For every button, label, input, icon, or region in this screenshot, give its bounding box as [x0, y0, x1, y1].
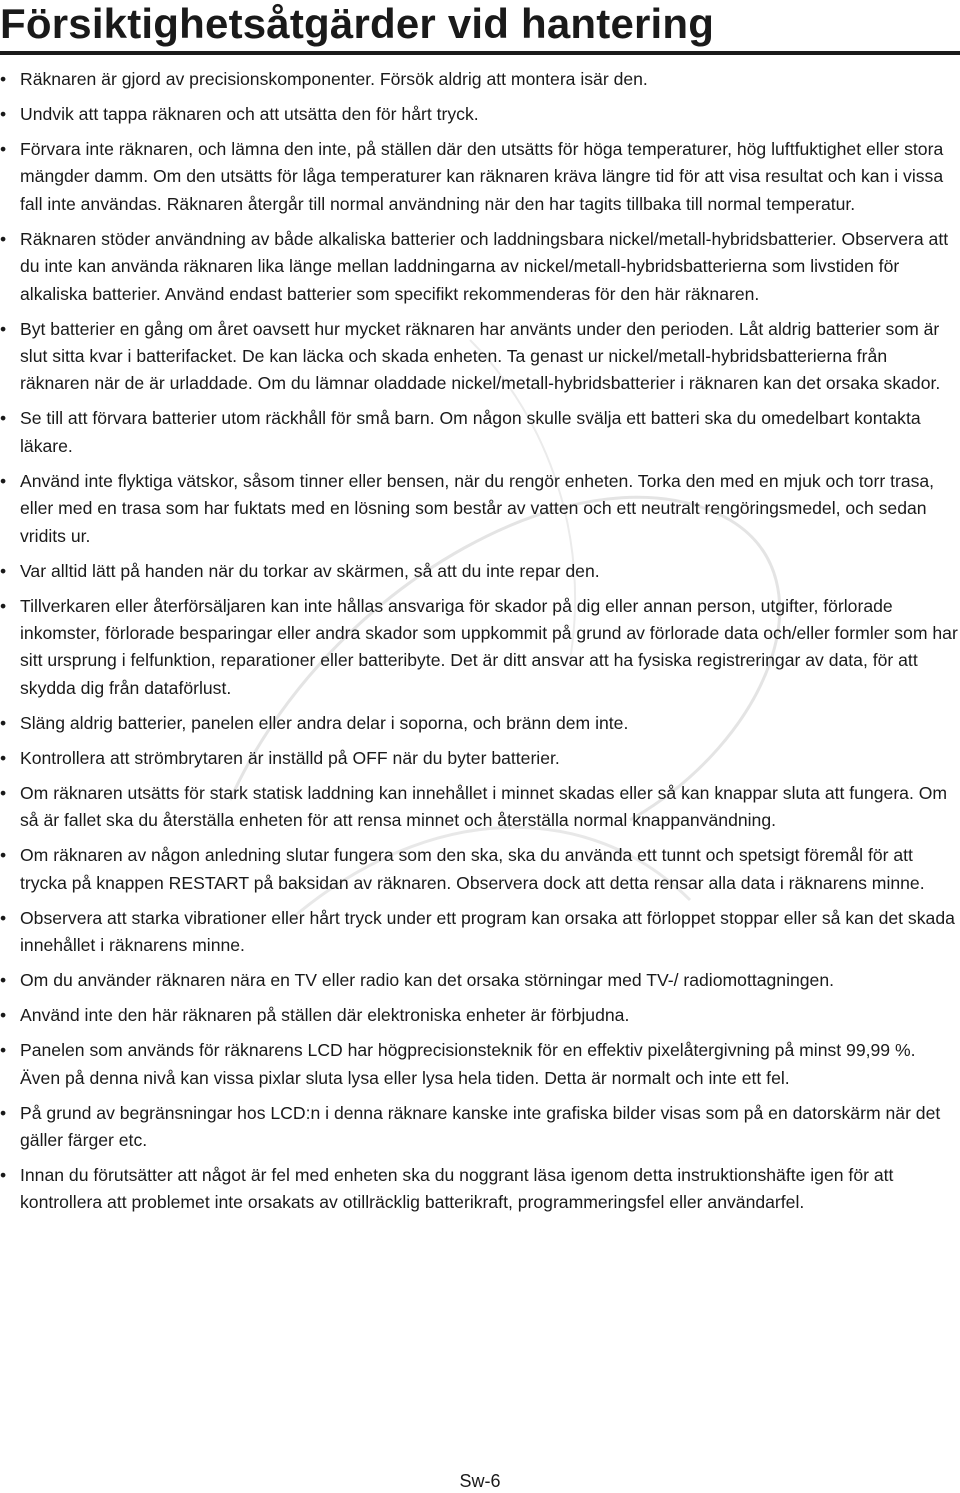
page-title: Försiktighetsåtgärder vid hantering [0, 0, 715, 47]
list-item [0, 316, 960, 398]
bullet-icon: • [0, 970, 7, 991]
list-item [0, 745, 960, 772]
list-item [0, 1002, 960, 1029]
list-item [0, 558, 960, 585]
list-item-text: Undvik att tappa räknaren och att utsätta den för hårt tryck. [20, 104, 479, 124]
bullet-icon: • [0, 408, 7, 429]
title-rule [0, 51, 960, 55]
list-item-text: Se till att förvara batterier utom räckhåll för små barn. Om någon skulle svälja ett batteri ska du omedelbart kontakta läkare. [20, 408, 921, 456]
list-item-text: Observera att starka vibrationer eller hårt tryck under ett program kan orsaka att förloppet stoppar eller så kan det skada innehållet i räknarens minne. [20, 907, 955, 956]
list-item-text: Var alltid lätt på handen när du torkar av skärmen, så att du inte repar den. [20, 560, 600, 581]
list-item-text: Släng aldrig batterier, panelen eller andra delar i soporna, och bränn dem inte. [20, 712, 629, 733]
bullet-icon: • [0, 470, 7, 491]
list-item-text: Om räknaren av någon anledning slutar fungera som den ska, ska du använda ett tunnt och spetsigt föremål för att trycka på knappen RESTART på baksidan av räknaren. Observera dock att detta rensar alla data i räknarens minne. [20, 845, 925, 893]
list-item-text: Tillverkaren eller återförsäljaren kan inte hållas ansvariga för skador på dig eller annan person, utgifter, förlorade inkomster, förlorade besparingar eller andra skador som uppkommit på grund av förlorade data och/eller formler som har sitt ursprung i felfunktion, reparationer eller batteribyte. Det är ditt ansvar att ha fysiska registreringar av data, för att skydda dig från dataförlust. [20, 595, 958, 698]
list-item-text: Om du använder räknaren nära en TV eller radio kan det orsaka störningar med TV-/ radiomottagningen. [20, 970, 835, 991]
bullet-icon: • [0, 595, 7, 616]
list-item [0, 593, 960, 703]
list-item-text: Om räknaren utsätts för stark statisk laddning kan innehållet i minnet skadas eller så kan knappar sluta att fungera. Om så är fallet ska du återställa enheten för att rensa minnet och återställa normal knappanvändning. [20, 782, 948, 831]
bullet-icon: • [0, 907, 7, 928]
bullet-icon: • [0, 1040, 7, 1061]
bullet-icon: • [0, 228, 7, 249]
list-item [0, 66, 960, 93]
bullet-icon: • [0, 560, 7, 581]
list-item [0, 136, 960, 218]
list-item [0, 780, 960, 835]
list-item-text: På grund av begränsningar hos LCD:n i denna räknare kanske inte grafiska bilder visas som på en datorskärm när det gäller färger etc. [20, 1102, 941, 1150]
bullet-icon: • [0, 1164, 7, 1185]
list-item [0, 905, 960, 960]
bullet-icon: • [0, 845, 7, 866]
list-item-text: Förvara inte räknaren, och lämna den inte, på ställen där den utsätts för höga temperaturer, hög luftfuktighet eller stora mängder damm. Om den utsätts för låga temperaturer kan räknaren kräva längre tid för att visa resultat och kan i vissa fall inte användas. Räknaren återgår till normal användning när den har tagits tillbaka till normal temperatur. [20, 139, 944, 214]
list-item [0, 468, 960, 550]
list-item [0, 226, 960, 308]
list-item-text: Använd inte den här räknaren på ställen där elektroniska enheter är förbjudna. [20, 1005, 630, 1026]
bullet-icon: • [0, 139, 7, 159]
page-number: Sw-6 [459, 1471, 501, 1491]
bullet-icon: • [0, 712, 7, 733]
list-item [0, 842, 960, 897]
bullet-icon: • [0, 318, 7, 339]
bullet-icon: • [0, 747, 7, 768]
list-item-text: Räknaren är gjord av precisionskomponenter. Försök aldrig att montera isär den. [20, 69, 648, 89]
bullet-icon: • [0, 69, 7, 89]
list-item-text: Räknaren stöder användning av både alkaliska batterier och laddningsbara nickel/metall-hybridsbatterier. Observera att du inte kan använda räknaren lika länge mellan laddningarna av nickel/metall-hybridsbatterierna som livstiden för alkaliska batterier. Använd endast batterier som specifikt rekommenderas för den här räknaren. [20, 228, 949, 304]
list-item-text: Innan du förutsätter att något är fel med enheten ska du noggrant läsa igenom detta instruktionshäfte igen för att kontrollera att problemet inte orsakats av otillräcklig batterikraft, programmeringsfel eller användarfel. [20, 1164, 894, 1213]
list-item [0, 1100, 960, 1155]
list-item [0, 405, 960, 460]
precautions-list [0, 66, 960, 1224]
bullet-icon: • [0, 1102, 7, 1123]
list-item [0, 967, 960, 994]
list-item [0, 1162, 960, 1217]
bullet-icon: • [0, 782, 7, 803]
list-item-text: Kontrollera att strömbrytaren är inställd på OFF när du byter batterier. [20, 747, 560, 768]
list-item-text: Använd inte flyktiga vätskor, såsom tinner eller bensen, när du rengör enheten. Torka den med en mjuk och torr trasa, eller med en trasa som har fuktats med en lösning som består av vatten och ett neutralt rengöringsmedel, och sedan vridits ur. [20, 470, 935, 546]
bullet-icon: • [0, 1005, 7, 1026]
list-item [0, 101, 960, 128]
list-item-text: Byt batterier en gång om året oavsett hur mycket räknaren har använts under den perioden. Låt aldrig batterier som är slut sitta kvar i batterifacket. De kan läcka och skada enheten. Ta genast ur nickel/metall-hybridsbatterierna från räknaren när de är urladdade. Om du lämnar oladdade nickel/metall-hybridsbatterier i räknaren kan det orsaka skador. [20, 318, 941, 394]
bullet-icon: • [0, 104, 7, 124]
list-item [0, 710, 960, 737]
list-item [0, 1037, 960, 1092]
list-item-text: Panelen som används för räknarens LCD har högprecisionsteknik för en effektiv pixelåtergivning på minst 99,99 %. Även på denna nivå kan vissa pixlar sluta lysa eller lysa hela tiden. Detta är normalt och inte ett fel. [20, 1040, 916, 1088]
